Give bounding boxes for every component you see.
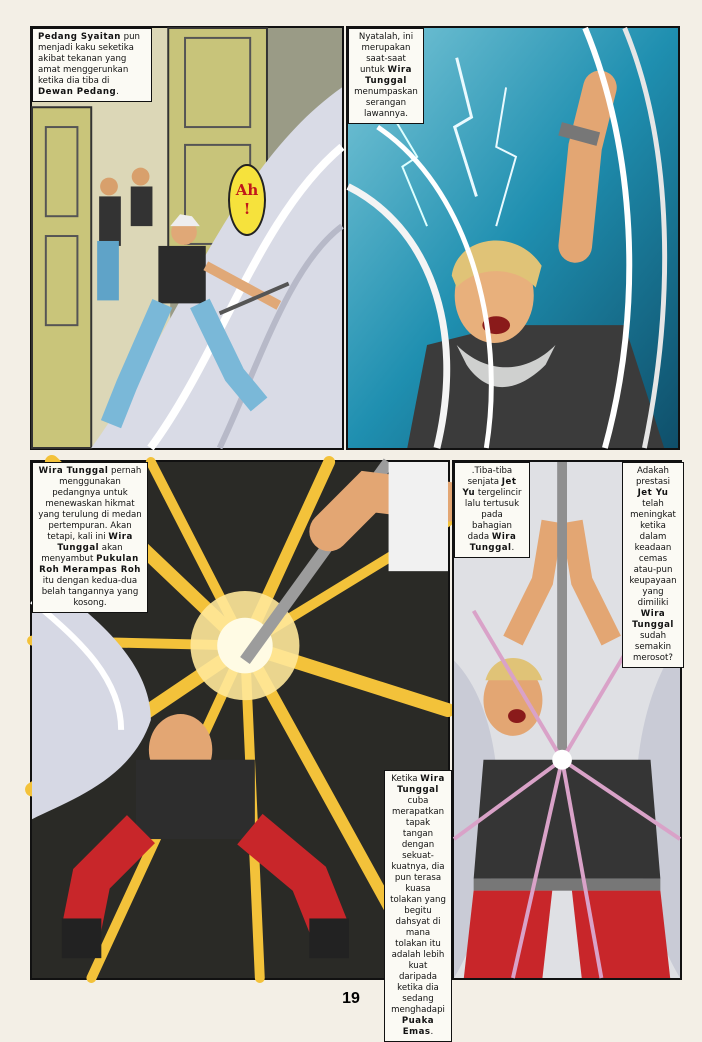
caption-name-text: Pukulan Roh Merampas Roh: [39, 554, 141, 575]
caption-text: .: [116, 87, 119, 97]
caption-name-text: Wira Tunggal: [632, 609, 674, 630]
exclamation-line-2: !: [243, 200, 251, 218]
caption-name-text: Wira Tunggal: [397, 774, 445, 795]
panel-4-caption-right: [622, 462, 684, 668]
panel-2-caption: [348, 28, 424, 124]
panel-4-caption-left: [454, 462, 530, 558]
caption-name-text: Wira Tunggal: [365, 65, 412, 86]
page-number: 19: [342, 990, 360, 1007]
caption-text: Ketika: [391, 774, 421, 784]
caption-text: pernah menggunakan pedangnya untuk menewaskan hikmat yang terulung di medan pertempuran. Akan tetapi, kali ini: [38, 466, 142, 542]
exclamation-bubble: [228, 164, 266, 236]
caption-name-text: Dewan Pedang: [38, 87, 117, 97]
caption-text: .: [430, 1027, 434, 1037]
caption-text: akan menyambut: [41, 543, 123, 564]
caption-text: telah meningkat ketika dalam keadaan cemas atau-pun keupayaan yang dimiliki: [629, 499, 677, 608]
caption-text: cuba merapatkan tapak tangan dengan sekuat-kuatnya, dia pun terasa kuasa tolakan yang begitu dahsyat di mana tolakan itu adalah lebih kuat daripada ketika dia sedang menghadapi: [390, 796, 446, 1015]
caption-name-text: Wira Tunggal: [469, 532, 517, 553]
caption-text: Adakah prestasi: [635, 466, 671, 487]
caption-text: sudah semakin merosot?: [633, 631, 673, 663]
caption-text: .: [511, 543, 515, 553]
caption-name-text: Pedang Syaitan: [38, 32, 121, 42]
caption-text: pun menjadi kaku seketika akibat tekanan yang amat menggerunkan ketika dia tiba di: [38, 32, 140, 86]
caption-name-text: Puaka Emas: [401, 1016, 435, 1037]
caption-name-text: Wira Tunggal: [57, 532, 133, 553]
panel-4-impaled: [452, 460, 682, 980]
panel-3-caption-top: [32, 462, 148, 613]
caption-name-text: Jet Yu: [462, 477, 517, 498]
caption-text: menumpaskan serangan lawannya.: [354, 87, 418, 119]
panel-3-caption-bottom: [384, 770, 452, 1042]
panel-1-caption: [32, 28, 152, 102]
caption-text: .Tiba-tiba senjata: [467, 466, 513, 487]
caption-text: itu dengan kedua-dua belah tangannya yang kosong.: [41, 576, 139, 608]
caption-name-text: Jet Yu: [637, 488, 669, 498]
caption-name-text: Wira Tunggal: [38, 466, 109, 476]
caption-text: Nyatalah, ini merupakan saat-saat untuk: [358, 32, 414, 75]
panel-1-hallway: [30, 26, 344, 450]
caption-text: tergelincir lalu tertusuk pada bahagian dada: [464, 488, 522, 542]
panel-2-lightning: [346, 26, 680, 450]
exclamation-line-1: Ah: [235, 180, 259, 199]
